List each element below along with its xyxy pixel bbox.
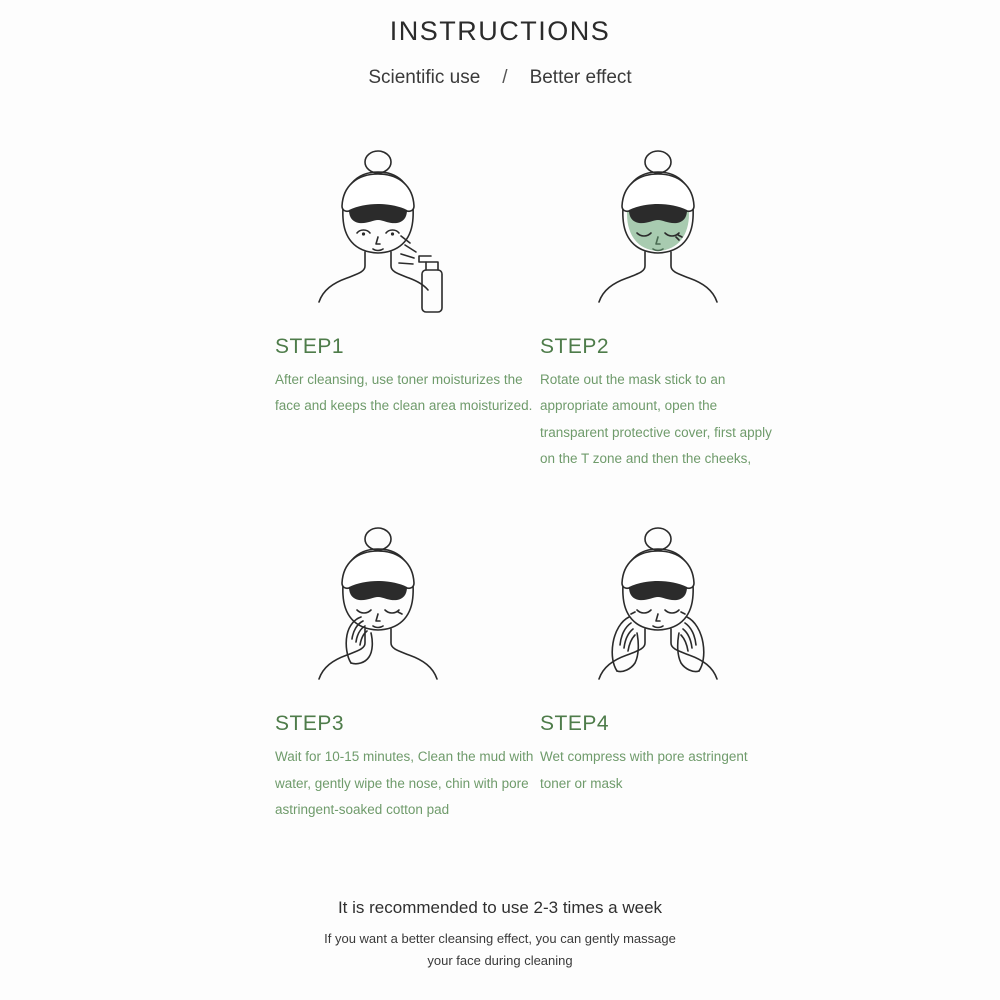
woman-with-green-mask-icon — [565, 140, 755, 325]
step-card-1 — [275, 140, 540, 472]
page-subtitle — [0, 67, 1000, 89]
step4-label: STEP4 — [540, 712, 610, 736]
step-card-3 — [275, 517, 540, 823]
footer-recommendation: It is recommended to use 2-3 times a week — [337, 897, 663, 917]
step-card-4 — [540, 517, 775, 823]
steps-row-1 — [275, 140, 775, 472]
step3-illustration — [275, 517, 540, 702]
subtitle-left: Scientific use — [368, 67, 481, 88]
step-card-2 — [540, 140, 775, 472]
subtitle-separator: / — [502, 67, 508, 88]
step2-illustration — [540, 140, 775, 325]
step1-label: STEP1 — [275, 335, 345, 358]
page-header — [0, 0, 1000, 89]
step4-text: Wet compress with pore astringent toner or mask — [540, 749, 748, 791]
step1-illustration — [275, 140, 540, 325]
steps-grid — [275, 140, 775, 823]
page-footer — [0, 898, 1000, 972]
step2-text: Rotate out the mask stick to an appropriate amount, open the transparent protective cover, first apply on the T zone and then the cheeks, — [540, 372, 772, 466]
step1-text: After cleansing, use toner moisturizes the face and keeps the clean area moisturized. — [275, 372, 533, 414]
step2-label: STEP2 — [540, 335, 610, 358]
woman-patting-cheeks-icon — [565, 517, 755, 702]
woman-applying-toner-spray-icon — [285, 140, 485, 325]
footer-note-line2: your face during cleaning — [427, 952, 573, 968]
step4-illustration — [540, 517, 775, 702]
step3-label: STEP3 — [275, 712, 345, 736]
step3-text: Wait for 10-15 minutes, Clean the mud with water, gently wipe the nose, chin with pore astringent-soaked cotton pad — [275, 749, 534, 817]
woman-wiping-nose-icon — [285, 517, 485, 702]
page-title: INSTRUCTIONS — [389, 16, 611, 46]
footer-note-line1: If you want a better cleansing effect, you can gently massage — [324, 930, 676, 946]
steps-row-2 — [275, 517, 775, 823]
subtitle-right: Better effect — [529, 67, 632, 88]
